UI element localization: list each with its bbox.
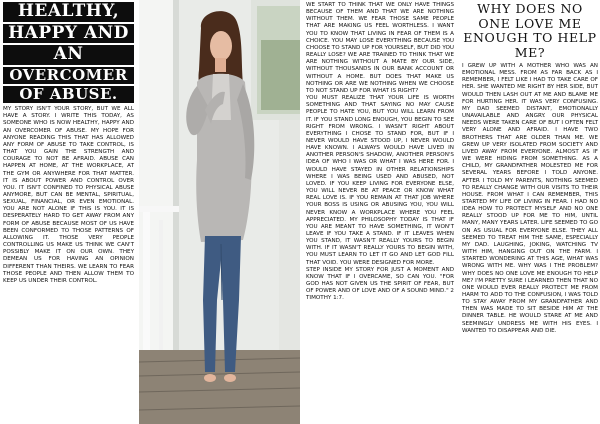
right-column: [460, 0, 600, 424]
middle-body-text: [304, 0, 456, 303]
portrait-photo: [139, 0, 300, 424]
middle-paragraph-3: STEP INSIDE MY STORY FOR JUST A MOMENT AND KNOW THAT IF I OVERCAME, SO CAN YOU. "FOR GOD HAS NOT GIVEN US THE SPIRIT OF FEAR, BUT OF POWER AND OF LOVE AND OF A SOUND MIND." 2 TIMOTHY 1:7.: [306, 266, 454, 302]
left-column: [0, 0, 137, 424]
left-body-text: MY STORY ISN'T YOUR STORY, BUT WE ALL HAVE A STORY. I WRITE THIS TODAY, AS SOMEONE WHO IS NOW HEALTHY, HAPPY AND AN OVERCOMER OF ABUSE. MY HOPE FOR ANYONE READING THIS THAT HAS ALLOWED ANY FORM OF ABUSE TO TAKE CONTROL, IS THAT YOU GAIN THE STRENGTH AND COURAGE TO NOT BE AFRAID. ABUSE CAN HAPPEN AT HOME, AT THE WORKPLACE, AT THE GYM OR ANYWHERE FOR THAT MATTER. IT IS ABOUT POWER AND CONTROL OVER YOU. IT ISN'T CONFINED TO PHYSICAL ABUSE ANYMORE, BUT CAN BE MENTAL, SPIRITUAL, SEXUAL, FINANCIAL, OR EVEN EMOTIONAL. YOU ARE NOT ALONE IF THIS IS YOU. IT IS DESPERATELY HARD TO GET AWAY FROM ANY FORM OF ABUSE BECAUSE MOST OF US HAVE BEEN CONFORMED TO THOSE PATTERNS OF ALLOWING IT. THOSE VERY PEOPLE CONTROLLING US MAKE US THINK WE CAN'T POSSIBLY MAKE IT ON OUR OWN. THEY DEMEAN US FOR HAVING AN OPINION DIFFERENT THAN THEIRS. WE LEARN TO FEAR THOSE PEOPLE AND THEN ALLOW THEM TO KEEP US UNDER THEIR CONTROL.: [3, 106, 134, 284]
right-column-title: WHY DOES NO ONE LOVE ME ENOUGH TO HELP ME?: [463, 1, 597, 60]
middle-paragraph-2: YOU MUST REALIZE THAT YOUR LIFE IS WORTH SOMETHING AND THAT SAYING NO MAY CAUSE PEOPLE TO HATE YOU, BUT YOU WILL LEARN FROM IT. IF YOU STAND LONG ENOUGH, YOU BEGIN TO SEE RIGHT FROM WRONG. I WASN'T RIGHT ABOUT EVERYTHING I CHOSE TO STAND FOR, BUT IF I NEVER WOULD HAVE STOOD UP, I NEVER WOULD HAVE KNOWN. I ALWAYS WOULD HAVE LIVED IN ANOTHER PERSON'S SHADOW, ANOTHER PERSON'S IDEA OF WHO I WAS OR WHAT I WAS HERE FOR. I WOULD HAVE STAYED IN OTHER RELATIONSHIPS WHERE I WAS BEING USED AND ABUSED, NOT LOVED. IF YOU KEEP LIVING FOR EVERYONE ELSE, YOU WILL NEVER BE AT PEACE OR KNOW WHAT REAL LOVE IS. IF YOU REMAIN AT THAT JOB WHERE YOUR BOSS IS USING OR ABUSING YOU, YOU WILL NEVER KNOW A WORKPLACE WHERE YOU FEEL APPRECIATED. MY PHILOSOPHY TODAY IS THAT IF YOU ARE MEANT TO HAVE SOMETHING, IT WON'T LEAVE IF YOU TAKE A STAND. IF IT LEAVES WHEN YOU STAND, IT WASN'T REALLY YOURS TO BEGIN WITH. IF IT WASN'T REALLY YOURS TO BEGIN WITH, YOU MUST LEARN TO LET IT GO AND LET GOD FILL THAT VOID. YOU WERE DESIGNED FOR MORE.: [306, 95, 454, 266]
headline-line-3: AN: [3, 45, 134, 65]
headline-line-4: OVERCOMER: [3, 67, 134, 84]
headline-line-5: OF ABUSE.: [3, 86, 134, 103]
middle-column: [304, 0, 456, 424]
headline-line-1: HEALTHY,: [3, 2, 134, 22]
headline-line-2: HAPPY AND: [3, 24, 134, 44]
middle-paragraph-1: WE START TO THINK THAT WE ONLY HAVE THINGS BECAUSE OF THEM AND THAT WE ARE NOTHING WITHOUT THEM. WE FEAR THOSE SAME PEOPLE THAT ARE MAKING US FEEL WORTHLESS. I WANT YOU TO KNOW THAT LIVING IN FEAR OF THEM IS A CHOICE. YOU MAY LOSE EVERYTHING BECAUSE YOU CHOOSE TO STAND UP FOR YOURSELF, BUT DID YOU REALLY LOSE? WE ARE TRAINED TO THINK THAT WE ARE NOTHING WITHOUT A MATE BY OUR SIDE, WITHOUT THOUSANDS IN OUR BANK ACCOUNT OR WITHOUT A HOME. BUT DOES THAT MAKE US NOTHING OR ARE WE NOTHING WHEN WE CHOOSE TO NOT STAND UP FOR WHAT IS RIGHT?: [306, 2, 454, 94]
right-body-text: I GREW UP WITH A MOTHER WHO WAS AN EMOTIONAL MESS. FROM AS FAR BACK AS I REMEMBER, I FELT LIKE I HAD TO TAKE CARE OF HER. SHE WANTED ME RIGHT BY HER SIDE, BUT WOULD THEN LASH OUT AT ME AND BLAME ME FOR HURTING HER. IT WAS VERY CONFUSING. MY DAD SEEMED DISTANT, EMOTIONALLY UNAVAILABLE AND ANGRY. OUR PHYSICAL NEEDS WERE TAKEN CARE OF BUT I OFTEN FELT VERY ALONE AND AFRAID. I HAVE TWO BROTHERS THAT ARE OLDER THAN ME. WE GREW UP VERY ISOLATED FROM SOCIETY AND LIVED AWAY FROM EVERYONE. ALMOST AS IF WE WERE HIDING FROM SOMETHING. AS A CHILD, MY GRANDFATHER MOLESTED ME FOR SEVERAL YEARS BEFORE I TOLD ANYONE. AFTER I TOLD MY PARENTS, NOTHING SEEMED TO REALLY CHANGE WITH OUR VISITS TO THEIR HOUSE. FROM WHAT I CAN REMEMBER, THIS STARTED MY LIFE OF LIVING IN FEAR. I HAD NO IDEA HOW TO PROTECT MYSELF AND NO ONE REALLY STOOD UP FOR ME TO HIM, UNTIL MANY, MANY YEARS LATER. LIFE SEEMED TO GO ON AS USUAL FOR EVERYONE ELSE. THEY ALL SEEMED TO TREAT HIM THE SAME, ESPECIALLY MY DAD. LAUGHING, JOKING, WATCHING TV WITH HIM, HANGING OUT ON THE FARM. I STARTED WONDERING AT THIS AGE, WHAT WAS WRONG WITH ME. WHY WAS I THE PROBLEM? WHY DOES NO ONE LOVE ME ENOUGH TO HELP ME? I'M PRETTY SURE I LEARNED THEN THAT NO ONE WOULD EVER REALLY PROTECT ME FROM HARM TO ADD TO THE CONFUSION, I WAS TOLD TO STAY AWAY FROM MY GRANDFATHER AND THEN WAS MADE TO SIT BESIDE HIM AT THE DINNER TABLE. HE WOULD STARE AT ME AND SEEMINGLY UNDRESS ME WITH HIS EYES. I WANTED TO DISAPPEAR AND DIE.: [462, 63, 598, 334]
